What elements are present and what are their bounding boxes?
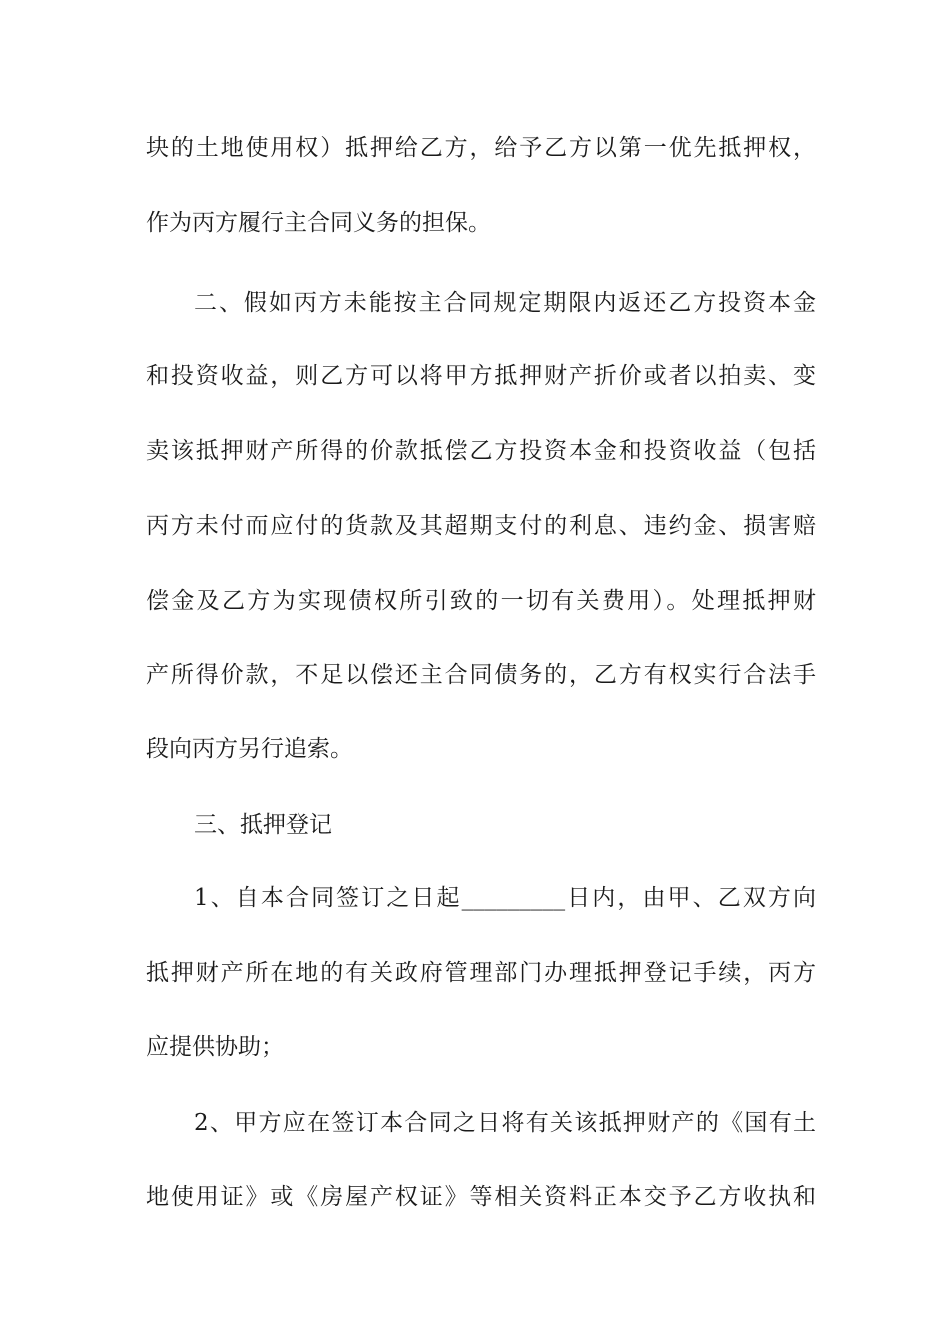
paragraph-line: 产所得价款，不足以偿还主合同债务的，乙方有权实行合法手	[146, 662, 816, 688]
paragraph-line: 二、假如丙方未能按主合同规定期限内返还乙方投资本金	[194, 290, 816, 316]
paragraph-line: 偿金及乙方为实现债权所引致的一切有关费用）。处理抵押财	[146, 588, 816, 614]
paragraph-line: 抵押财产所在地的有关政府管理部门办理抵押登记手续，丙方	[146, 960, 816, 986]
paragraph-line: 地使用证》或《房屋产权证》等相关资料正本交予乙方收执和	[146, 1184, 816, 1210]
paragraph-line: 2、甲方应在签订本合同之日将有关该抵押财产的《国有土	[194, 1110, 816, 1136]
paragraph-line: 应提供协助；	[146, 1034, 284, 1060]
paragraph-line: 丙方未付而应付的货款及其超期支付的利息、违约金、损害赔	[146, 513, 816, 539]
section-heading: 三、抵押登记	[194, 812, 332, 838]
paragraph-line: 1、自本合同签订之日起_________日内，由甲、乙双方向	[194, 885, 816, 911]
paragraph-line: 块的土地使用权）抵押给乙方，给予乙方以第一优先抵押权，	[146, 135, 816, 161]
paragraph-line: 作为丙方履行主合同义务的担保。	[146, 210, 491, 236]
paragraph-line: 段向丙方另行追索。	[146, 736, 353, 762]
paragraph-line: 卖该抵押财产所得的价款抵偿乙方投资本金和投资收益（包括	[146, 438, 816, 464]
paragraph-line: 和投资收益，则乙方可以将甲方抵押财产折价或者以拍卖、变	[146, 363, 816, 389]
